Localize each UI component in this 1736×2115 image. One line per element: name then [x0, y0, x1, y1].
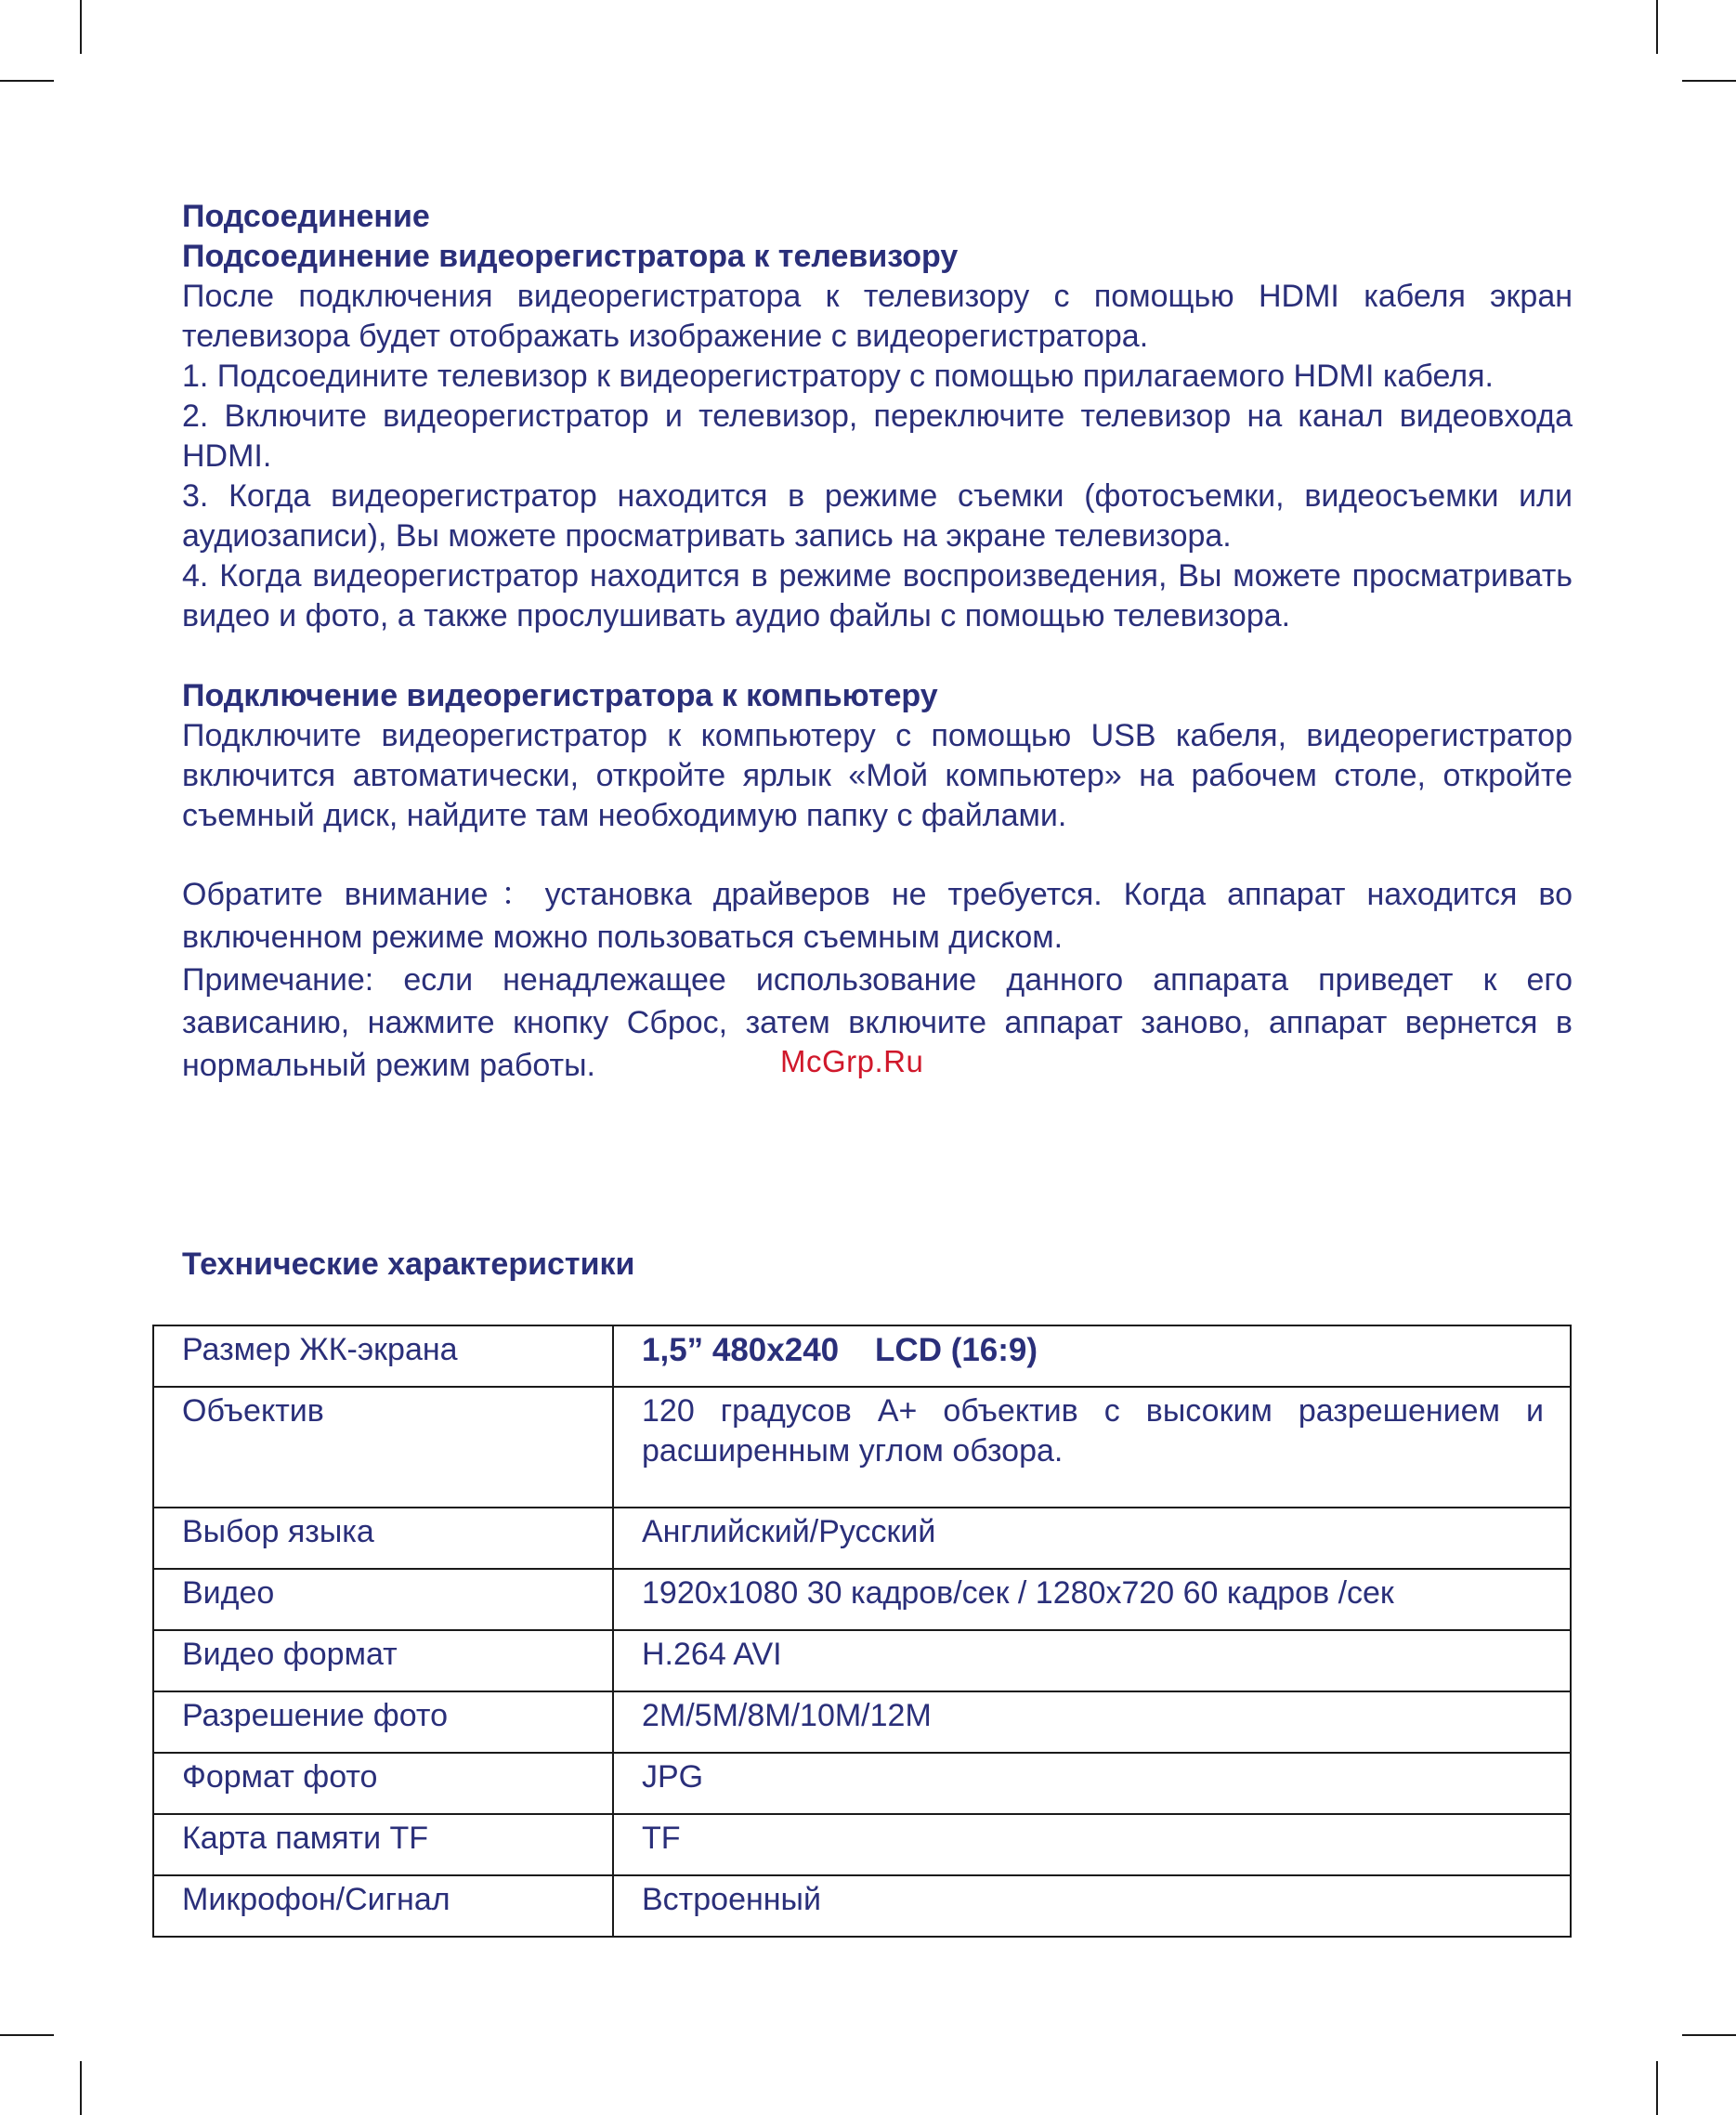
section-title: Подсоединение — [182, 199, 430, 234]
crop-mark — [0, 2034, 54, 2036]
crop-mark — [80, 2061, 82, 2115]
spec-value: 120 градусов A+ объектив с высоким разрешением и расширенным углом обзора. — [613, 1387, 1571, 1508]
spec-value: JPG — [613, 1753, 1571, 1814]
table-row — [153, 1630, 1571, 1691]
spec-key: Видео формат — [153, 1630, 613, 1691]
table-row — [153, 1508, 1571, 1569]
crop-mark — [1682, 80, 1736, 82]
spec-key: Объектив — [153, 1387, 613, 1508]
spec-key: Выбор языка — [153, 1508, 613, 1569]
spec-key: Микрофон/Сигнал — [153, 1875, 613, 1937]
table-row — [153, 1753, 1571, 1814]
spec-key: Формат фото — [153, 1753, 613, 1814]
table-row — [153, 1691, 1571, 1753]
table-row — [153, 1875, 1571, 1937]
spec-value: H.264 AVI — [613, 1630, 1571, 1691]
spec-key: Размер ЖК-экрана — [153, 1325, 613, 1387]
pc-text: Подключите видеорегистратор к компьютеру с помощью USB кабеля, видеорегистратор включится автоматически, откройте ярлык «Мой компьютер» на рабочем столе, откройте съемный диск, найдите там необходимую папку с файлами. — [182, 718, 1573, 833]
spec-value: 1920x1080 30 кадров/сек / 1280x720 60 кадров /сек — [613, 1569, 1571, 1630]
crop-mark — [1682, 2034, 1736, 2036]
crop-mark — [1656, 0, 1658, 54]
spec-value: 2M/5M/8M/10M/12M — [613, 1691, 1571, 1753]
table-row — [153, 1814, 1571, 1875]
spec-value: 1,5” 480x240 LCD (16:9) — [613, 1325, 1571, 1387]
spec-key: Видео — [153, 1569, 613, 1630]
crop-mark — [0, 80, 54, 82]
tv-heading: Подсоединение видеорегистратора к телевизору — [182, 239, 959, 274]
tv-intro: После подключения видеорегистратора к телевизору с помощью HDMI кабеля экран телевизора будет отображать изображение с видеорегистратора. — [182, 279, 1573, 354]
tv-step: 3. Когда видеорегистратор находится в режиме съемки (фотосъемки, видеосъемки или аудиозаписи), Вы можете просматривать запись на экране телевизора. — [182, 478, 1573, 554]
spec-value: TF — [613, 1814, 1571, 1875]
spec-value: Английский/Русский — [613, 1508, 1571, 1569]
document-body — [182, 197, 1573, 1087]
table-row — [153, 1569, 1571, 1630]
table-row — [153, 1325, 1571, 1387]
note-text: Примечание: если ненадлежащее использование данного аппарата приведет к его зависанию, нажмите кнопку Сброс, затем включите аппарат заново, аппарат вернется в нормальный режим работы. — [182, 962, 1573, 1083]
specs-table — [152, 1325, 1572, 1938]
table-row — [153, 1387, 1571, 1508]
attention-text: Обратите внимание：установка драйверов не требуется. Когда аппарат находится во включенном режиме можно пользоваться съемным диском. — [182, 877, 1573, 955]
crop-mark — [80, 0, 82, 54]
tv-step: 2. Включите видеорегистратор и телевизор, переключите телевизор на канал видеовхода HDMI. — [182, 398, 1573, 474]
spec-key: Разрешение фото — [153, 1691, 613, 1753]
watermark: McGrp.Ru — [780, 1044, 924, 1078]
pc-heading: Подключение видеорегистратора к компьютеру — [182, 678, 938, 713]
tv-step: 4. Когда видеорегистратор находится в режиме воспроизведения, Вы можете просматривать видео и фото, а также прослушивать аудио файлы с помощью телевизора. — [182, 558, 1573, 633]
specs-title: Технические характеристики — [182, 1247, 635, 1282]
crop-mark — [1656, 2061, 1658, 2115]
spec-key: Карта памяти TF — [153, 1814, 613, 1875]
spec-value: Встроенный — [613, 1875, 1571, 1937]
tv-step: 1. Подсоедините телевизор к видеорегистратору с помощью прилагаемого HDMI кабеля. — [182, 359, 1494, 394]
